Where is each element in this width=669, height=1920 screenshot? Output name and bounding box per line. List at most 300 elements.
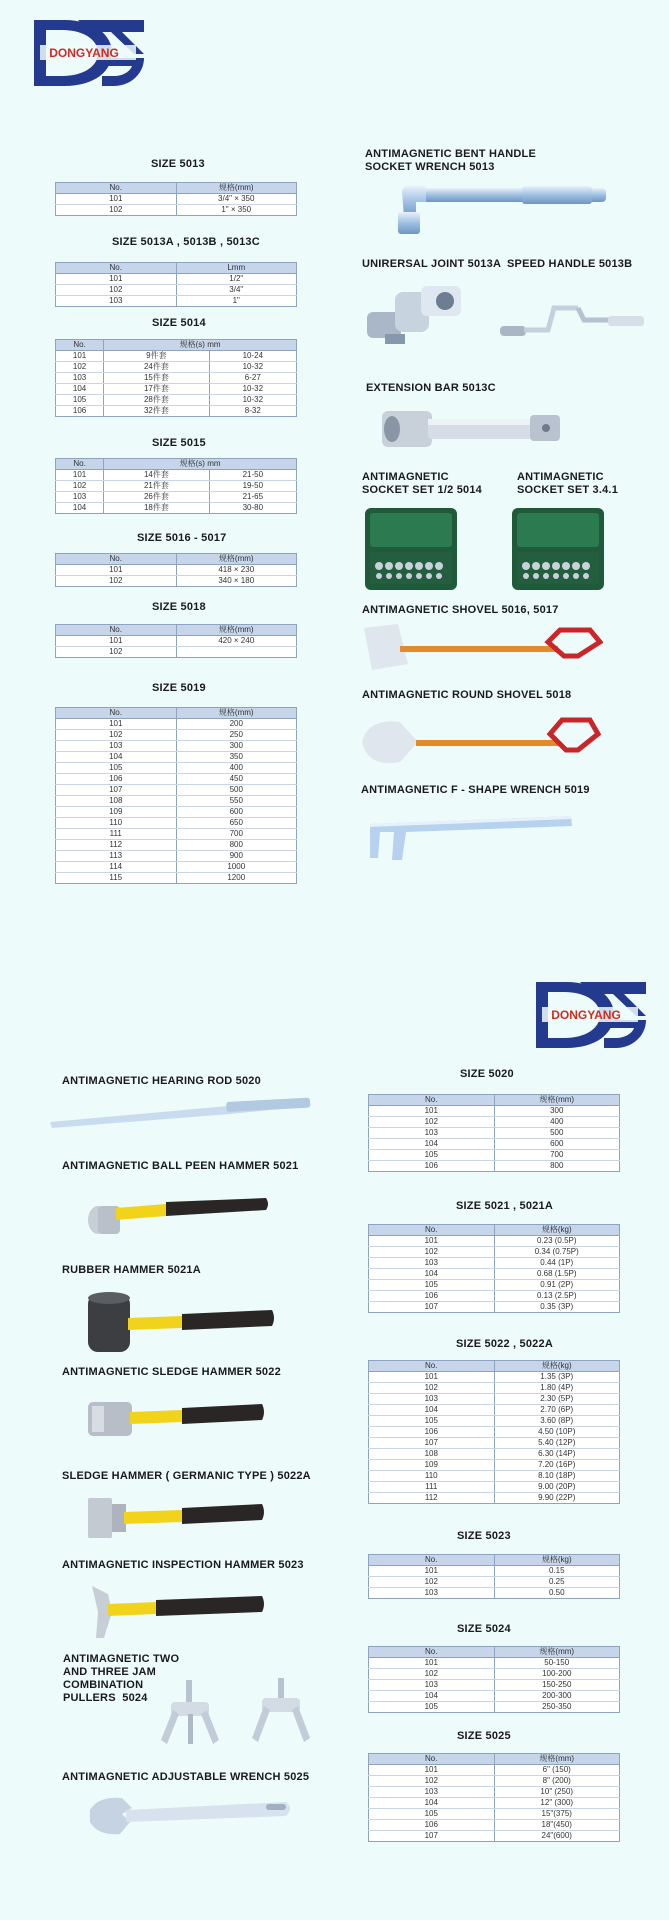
cell-no: 102 [369, 1117, 495, 1128]
table-row [56, 351, 297, 362]
cell-spec: 800 [176, 840, 297, 851]
cell-no: 101 [56, 565, 177, 576]
product-title: ANTIMAGNETIC SOCKET SET 3.4.1 [517, 471, 619, 496]
cell-no: 106 [56, 774, 177, 785]
table-row [56, 785, 297, 796]
size-table [368, 1646, 620, 1713]
cell-spec: 14件套 [104, 470, 209, 481]
extension-bar-image [380, 405, 565, 453]
table-header-row [369, 1555, 620, 1566]
cell-no: 104 [369, 1691, 495, 1702]
table-row [56, 503, 297, 514]
cell-no: 102 [56, 285, 177, 296]
table-title: SIZE 5015 [152, 437, 206, 449]
header-spec: 规格(mm) [494, 1754, 620, 1765]
cell-spec: 12" (300) [494, 1798, 620, 1809]
header-spec: 规格(mm) [176, 183, 297, 194]
cell-no: 101 [56, 351, 104, 362]
table-row [369, 1372, 620, 1383]
table-row [369, 1291, 620, 1302]
cell-no: 101 [56, 636, 177, 647]
table-row [369, 1493, 620, 1504]
header-spec: 规格(kg) [494, 1361, 620, 1372]
cell-no: 101 [56, 194, 177, 205]
size-table [368, 1360, 620, 1504]
cell-spec: 1200 [176, 873, 297, 884]
cell-spec: 3.60 (8P) [494, 1416, 620, 1427]
table-row [369, 1302, 620, 1313]
header-no: No. [56, 708, 177, 719]
cell-spec: 3/4" × 350 [176, 194, 297, 205]
table-row [369, 1798, 620, 1809]
cell-spec: 26件套 [104, 492, 209, 503]
table-row [369, 1416, 620, 1427]
cell-no: 101 [369, 1658, 495, 1669]
table-row [369, 1258, 620, 1269]
f-wrench-image [366, 808, 576, 870]
table-header-row [56, 554, 297, 565]
cell-spec: 21-65 [209, 492, 296, 503]
header-no: No. [369, 1647, 495, 1658]
table-header-row [369, 1647, 620, 1658]
table-row [56, 406, 297, 417]
cell-no: 110 [369, 1471, 495, 1482]
table-row [369, 1427, 620, 1438]
cell-no: 104 [56, 503, 104, 514]
product-title: ANTIMAGNETIC SHOVEL 5016, 5017 [362, 604, 559, 616]
cell-spec: 418 × 230 [176, 565, 297, 576]
header-no: No. [56, 459, 104, 470]
product-title: ANTIMAGNETIC ADJUSTABLE WRENCH 5025 [62, 1771, 310, 1783]
table-header-row [369, 1754, 620, 1765]
cell-spec: 250-350 [494, 1702, 620, 1713]
cell-no: 101 [369, 1765, 495, 1776]
table-row [369, 1383, 620, 1394]
cell-no: 107 [369, 1438, 495, 1449]
puller-image [155, 1678, 225, 1750]
header-spec: 规格(mm) [176, 625, 297, 636]
cell-spec: 900 [176, 851, 297, 862]
table-title: SIZE 5021 , 5021A [456, 1200, 553, 1212]
cell-spec: 800 [494, 1161, 620, 1172]
table-row [56, 395, 297, 406]
table-row [56, 274, 297, 285]
table-row [56, 636, 297, 647]
product-title: ANTIMAGNETIC BALL PEEN HAMMER 5021 [62, 1160, 299, 1172]
cell-no: 104 [369, 1269, 495, 1280]
cell-no: 115 [56, 873, 177, 884]
table-row [56, 796, 297, 807]
cell-spec: 32件套 [104, 406, 209, 417]
table-row [369, 1161, 620, 1172]
cell-spec: 9.90 (22P) [494, 1493, 620, 1504]
cell-no: 103 [56, 492, 104, 503]
cell-spec: 30-80 [209, 503, 296, 514]
table-row [56, 481, 297, 492]
cell-spec: 0.44 (1P) [494, 1258, 620, 1269]
table-row [369, 1117, 620, 1128]
table-title: SIZE 5018 [152, 601, 206, 613]
cell-spec: 300 [176, 741, 297, 752]
cell-no: 106 [369, 1427, 495, 1438]
cell-no: 103 [56, 296, 177, 307]
header-spec: 规格(mm) [494, 1647, 620, 1658]
size-table [55, 262, 297, 307]
cell-spec: 0.15 [494, 1566, 620, 1577]
table-row [56, 384, 297, 395]
cell-spec: 8" (200) [494, 1776, 620, 1787]
table-row [56, 840, 297, 851]
product-title: ANTIMAGNETIC TWO AND THREE JAM COMBINATION PULLERS 5024 [63, 1653, 180, 1704]
table-row [369, 1702, 620, 1713]
header-no: No. [56, 554, 177, 565]
cell-spec: 1" [176, 296, 297, 307]
product-title: ANTIMAGNETIC ROUND SHOVEL 5018 [362, 689, 572, 701]
cell-spec: 0.23 (0.5P) [494, 1236, 620, 1247]
table-row [369, 1691, 620, 1702]
cell-no: 104 [369, 1405, 495, 1416]
table-title: SIZE 5020 [460, 1068, 514, 1080]
header-spec: 规格(kg) [494, 1555, 620, 1566]
table-row [369, 1150, 620, 1161]
cell-no: 104 [369, 1798, 495, 1809]
size-table [368, 1554, 620, 1599]
rubber-hammer-image [86, 1288, 276, 1358]
cell-spec: 9.00 (20P) [494, 1482, 620, 1493]
cell-spec: 21件套 [104, 481, 209, 492]
cell-spec: 10-32 [209, 384, 296, 395]
cell-spec: 700 [494, 1150, 620, 1161]
cell-no: 113 [56, 851, 177, 862]
cell-no: 102 [369, 1247, 495, 1258]
table-row [56, 873, 297, 884]
cell-spec: 200-300 [494, 1691, 620, 1702]
size-table [55, 553, 297, 587]
header-no: No. [56, 340, 104, 351]
header-spec: 规格(mm) [176, 554, 297, 565]
table-title: SIZE 5019 [152, 682, 206, 694]
table-row [369, 1680, 620, 1691]
cell-no: 101 [56, 719, 177, 730]
cell-no: 102 [369, 1776, 495, 1787]
cell-spec: 1.35 (3P) [494, 1372, 620, 1383]
table-title: SIZE 5025 [457, 1730, 511, 1742]
cell-spec: 2.70 (6P) [494, 1405, 620, 1416]
product-title: SLEDGE HAMMER ( GERMANIC TYPE ) 5022A [62, 1470, 311, 1482]
cell-no: 101 [56, 274, 177, 285]
table-row [56, 285, 297, 296]
shovel-image [358, 620, 603, 682]
header-no: No. [56, 263, 177, 274]
table-row [56, 730, 297, 741]
cell-spec: 19-50 [209, 481, 296, 492]
header-spec: Lmm [176, 263, 297, 274]
product-title: ANTIMAGNETIC F - SHAPE WRENCH 5019 [361, 784, 590, 796]
cell-no: 105 [369, 1280, 495, 1291]
table-row [369, 1280, 620, 1291]
cell-no: 105 [56, 395, 104, 406]
cell-spec: 150-250 [494, 1680, 620, 1691]
cell-spec: 650 [176, 818, 297, 829]
cell-no: 107 [369, 1831, 495, 1842]
cell-no: 106 [56, 406, 104, 417]
cell-no: 105 [369, 1702, 495, 1713]
cell-no: 103 [56, 373, 104, 384]
product-title: ANTIMAGNETIC BENT HANDLE SOCKET WRENCH 5013 [365, 148, 537, 173]
product-title: ANTIMAGNETIC HEARING ROD 5020 [62, 1075, 261, 1087]
cell-no: 103 [369, 1787, 495, 1798]
table-row [369, 1460, 620, 1471]
cell-spec: 0.34 (0.75P) [494, 1247, 620, 1258]
table-row [56, 774, 297, 785]
cell-spec: 500 [176, 785, 297, 796]
product-title: SPEED HANDLE 5013B [507, 258, 633, 270]
table-row [369, 1765, 620, 1776]
table-row [369, 1831, 620, 1842]
cell-no: 112 [56, 840, 177, 851]
cell-spec: 10-32 [209, 362, 296, 373]
table-row [369, 1128, 620, 1139]
cell-spec: 17件套 [104, 384, 209, 395]
cell-no: 104 [56, 752, 177, 763]
cell-spec: 15件套 [104, 373, 209, 384]
cell-no: 106 [369, 1820, 495, 1831]
cell-spec: 600 [176, 807, 297, 818]
table-title: SIZE 5013 [151, 158, 205, 170]
table-row [56, 862, 297, 873]
cell-spec: 450 [176, 774, 297, 785]
cell-spec: 550 [176, 796, 297, 807]
cell-spec: 5.40 (12P) [494, 1438, 620, 1449]
table-row [369, 1809, 620, 1820]
cell-spec: 18"(450) [494, 1820, 620, 1831]
product-title: UNIRERSAL JOINT 5013A [362, 258, 502, 270]
size-table [55, 707, 297, 884]
table-row [56, 362, 297, 373]
table-title: SIZE 5014 [152, 317, 206, 329]
table-row [56, 373, 297, 384]
cell-no: 114 [56, 862, 177, 873]
germanic-sledge-image [86, 1490, 266, 1544]
cell-no: 107 [56, 785, 177, 796]
cell-spec: 1000 [176, 862, 297, 873]
product-title: EXTENSION BAR 5013C [366, 382, 496, 394]
table-row [56, 470, 297, 481]
product-title: ANTIMAGNETIC INSPECTION HAMMER 5023 [62, 1559, 304, 1571]
header-spec: 规格(mm) [176, 708, 297, 719]
table-header-row [56, 263, 297, 274]
puller-image [248, 1676, 316, 1748]
table-row [369, 1139, 620, 1150]
header-no: No. [369, 1095, 495, 1106]
cell-no: 111 [369, 1482, 495, 1493]
table-row [56, 851, 297, 862]
table-row [369, 1588, 620, 1599]
cell-no: 102 [369, 1577, 495, 1588]
table-header-row [56, 625, 297, 636]
table-header-row [369, 1361, 620, 1372]
cell-spec: 0.25 [494, 1577, 620, 1588]
size-table [55, 458, 297, 514]
cell-spec: 50-150 [494, 1658, 620, 1669]
cell-no: 105 [369, 1150, 495, 1161]
cell-no: 103 [369, 1258, 495, 1269]
cell-no: 104 [56, 384, 104, 395]
table-title: SIZE 5013A , 5013B , 5013C [112, 236, 260, 248]
table-header-row [56, 183, 297, 194]
cell-spec: 200 [176, 719, 297, 730]
adjustable-wrench-image [86, 1792, 296, 1840]
size-table [368, 1753, 620, 1842]
cell-spec: 4.50 (10P) [494, 1427, 620, 1438]
cell-spec: 24件套 [104, 362, 209, 373]
table-row [56, 647, 297, 658]
table-row [56, 807, 297, 818]
cell-spec: 6-27 [209, 373, 296, 384]
table-row [369, 1776, 620, 1787]
cell-spec: 0.68 (1.5P) [494, 1269, 620, 1280]
cell-no: 102 [369, 1669, 495, 1680]
table-row [369, 1566, 620, 1577]
cell-spec: 300 [494, 1106, 620, 1117]
cell-no: 102 [56, 481, 104, 492]
cell-no: 105 [56, 763, 177, 774]
bent-handle-wrench-image [392, 178, 607, 236]
cell-no: 103 [369, 1680, 495, 1691]
table-row [56, 763, 297, 774]
cell-spec: 0.13 (2.5P) [494, 1291, 620, 1302]
cell-no: 108 [56, 796, 177, 807]
cell-spec: 15"(375) [494, 1809, 620, 1820]
header-spec: 规格(kg) [494, 1225, 620, 1236]
cell-no: 104 [369, 1139, 495, 1150]
dongyang-logo [528, 980, 648, 1050]
cell-spec: 340 × 180 [176, 576, 297, 587]
socket-set-case-image [365, 508, 457, 590]
cell-spec [176, 647, 297, 658]
table-row [369, 1405, 620, 1416]
cell-no: 103 [369, 1128, 495, 1139]
product-title: ANTIMAGNETIC SOCKET SET 1/2 5014 [362, 471, 482, 496]
size-table [55, 624, 297, 658]
cell-no: 106 [369, 1291, 495, 1302]
cell-spec: 21-50 [209, 470, 296, 481]
table-row [56, 576, 297, 587]
cell-spec: 6" (150) [494, 1765, 620, 1776]
cell-no: 101 [56, 470, 104, 481]
cell-spec: 7.20 (16P) [494, 1460, 620, 1471]
size-table [55, 182, 297, 216]
table-row [56, 194, 297, 205]
dongyang-logo [26, 18, 146, 88]
size-table [368, 1224, 620, 1313]
ball-peen-hammer-image [86, 1188, 271, 1246]
cell-spec: 400 [494, 1117, 620, 1128]
cell-no: 108 [369, 1449, 495, 1460]
cell-no: 102 [56, 730, 177, 741]
cell-spec: 3/4" [176, 285, 297, 296]
hearing-rod-image [48, 1094, 313, 1132]
cell-no: 101 [369, 1372, 495, 1383]
cell-no: 102 [56, 647, 177, 658]
cell-spec: 420 × 240 [176, 636, 297, 647]
table-row [56, 296, 297, 307]
cell-spec: 1.80 (4P) [494, 1383, 620, 1394]
cell-spec: 18件套 [104, 503, 209, 514]
table-row [56, 818, 297, 829]
cell-no: 109 [369, 1460, 495, 1471]
cell-no: 102 [56, 205, 177, 216]
header-no: No. [369, 1361, 495, 1372]
table-title: SIZE 5024 [457, 1623, 511, 1635]
table-row [56, 719, 297, 730]
cell-no: 101 [369, 1236, 495, 1247]
cell-no: 101 [369, 1566, 495, 1577]
socket-set-case-image [512, 508, 604, 590]
header-no: No. [369, 1225, 495, 1236]
product-title: RUBBER HAMMER 5021A [62, 1264, 201, 1276]
cell-no: 103 [369, 1588, 495, 1599]
inspection-hammer-image [86, 1582, 266, 1646]
table-header-row [56, 459, 297, 470]
table-row [56, 565, 297, 576]
cell-no: 102 [56, 576, 177, 587]
table-row [369, 1577, 620, 1588]
cell-spec: 10" (250) [494, 1787, 620, 1798]
header-no: No. [369, 1754, 495, 1765]
cell-no: 112 [369, 1493, 495, 1504]
speed-handle-image [498, 290, 648, 342]
size-table [368, 1094, 620, 1172]
cell-spec: 0.35 (3P) [494, 1302, 620, 1313]
size-table [55, 339, 297, 417]
table-row [369, 1482, 620, 1493]
cell-spec: 9件套 [104, 351, 209, 362]
table-row [56, 492, 297, 503]
cell-no: 106 [369, 1161, 495, 1172]
cell-spec: 10-24 [209, 351, 296, 362]
cell-no: 102 [56, 362, 104, 373]
table-row [369, 1658, 620, 1669]
round-shovel-image [358, 712, 603, 777]
cell-spec: 28件套 [104, 395, 209, 406]
cell-spec: 500 [494, 1128, 620, 1139]
table-row [369, 1787, 620, 1798]
cell-spec: 2.30 (5P) [494, 1394, 620, 1405]
table-header-row [56, 340, 297, 351]
table-title: SIZE 5023 [457, 1530, 511, 1542]
table-row [369, 1394, 620, 1405]
universal-joint-image [365, 278, 470, 350]
table-row [56, 741, 297, 752]
cell-no: 102 [369, 1383, 495, 1394]
table-row [369, 1471, 620, 1482]
cell-spec: 0.50 [494, 1588, 620, 1599]
table-header-row [369, 1225, 620, 1236]
cell-spec: 10-32 [209, 395, 296, 406]
cell-spec: 1/2" [176, 274, 297, 285]
header-spec: 规格(mm) [494, 1095, 620, 1106]
cell-spec: 24"(600) [494, 1831, 620, 1842]
table-row [369, 1236, 620, 1247]
cell-no: 110 [56, 818, 177, 829]
cell-no: 107 [369, 1302, 495, 1313]
table-header-row [369, 1095, 620, 1106]
header-spec: 规格(s) mm [104, 459, 297, 470]
cell-no: 103 [56, 741, 177, 752]
table-row [369, 1438, 620, 1449]
cell-spec: 1" × 350 [176, 205, 297, 216]
